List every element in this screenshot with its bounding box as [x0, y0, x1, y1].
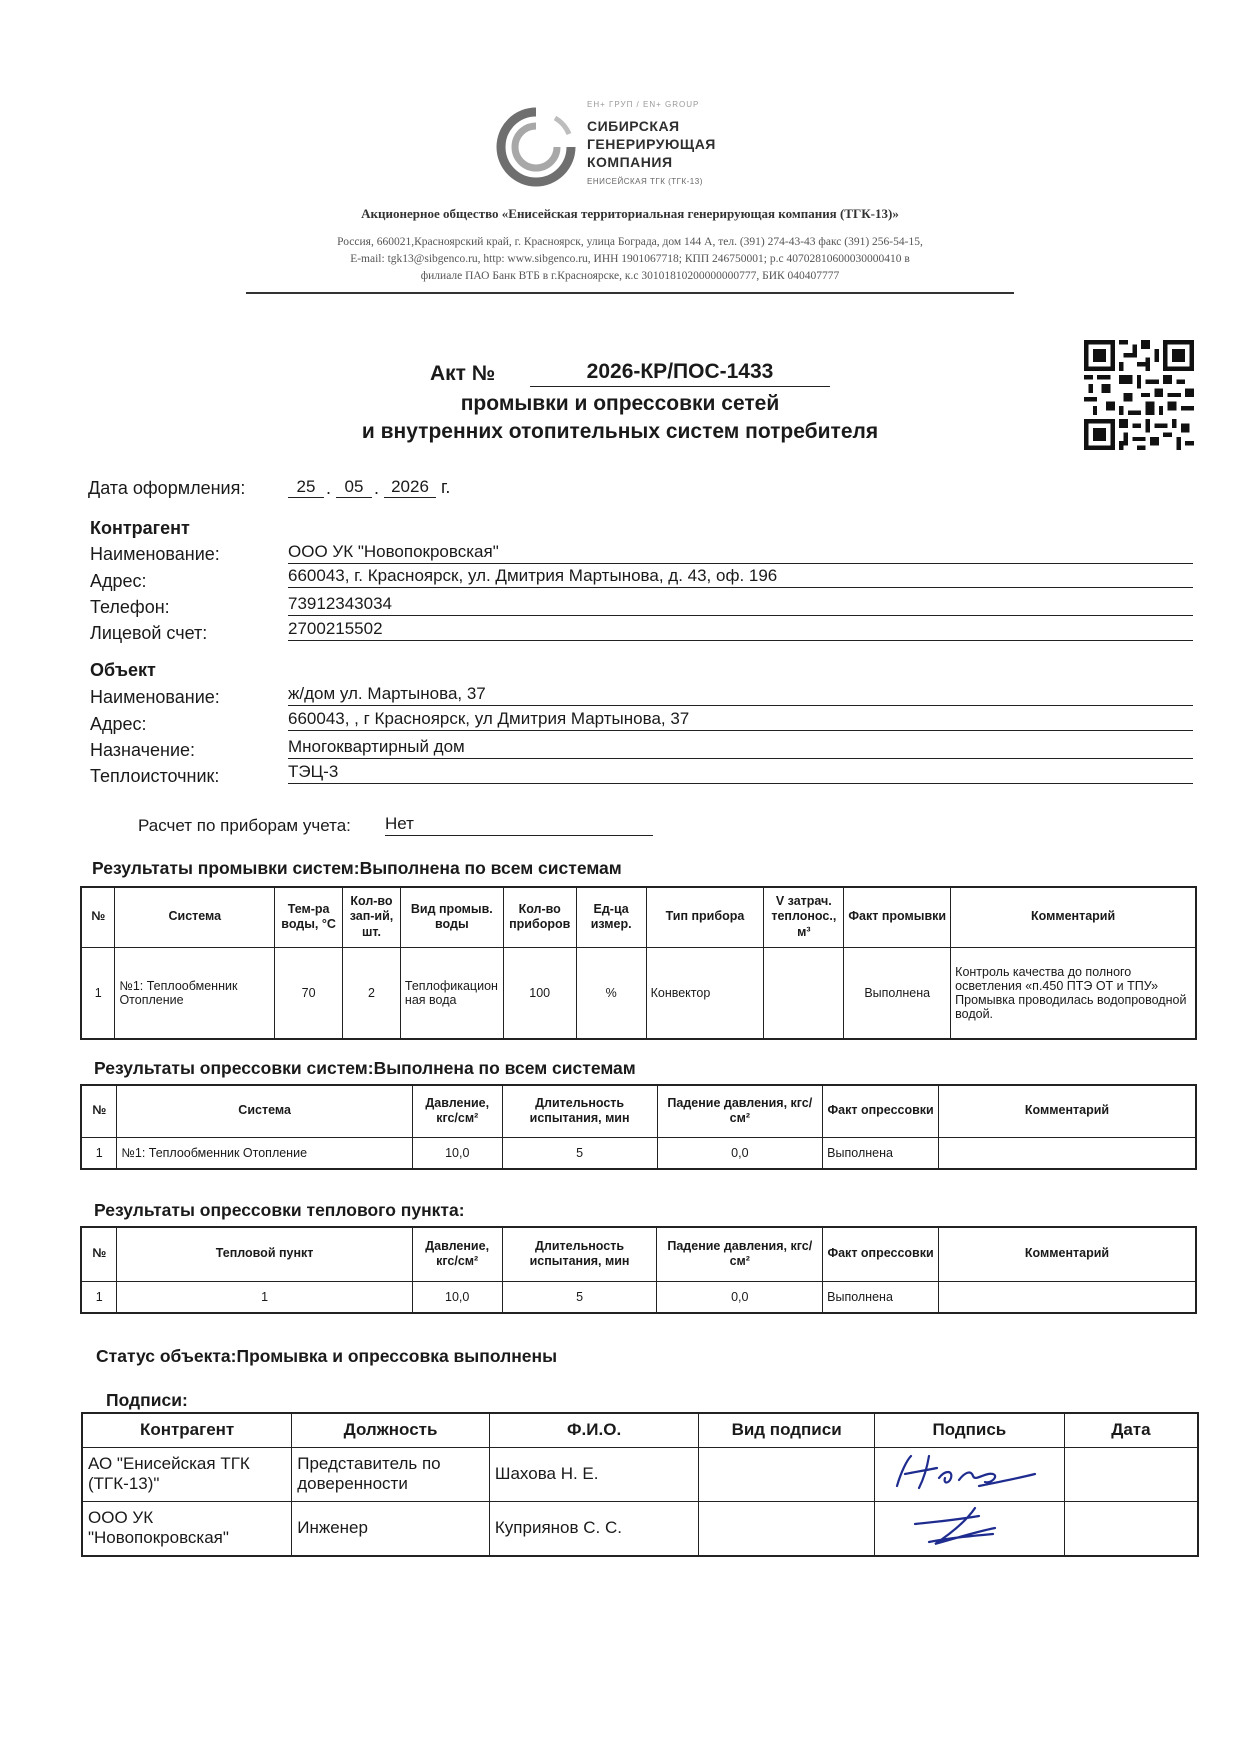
table-row [82, 1447, 1198, 1501]
flushing-row-n: 1 [81, 947, 115, 1039]
sig-header-date: Дата [1064, 1413, 1198, 1447]
flushing-title: Результаты промывки систем:Выполнена по всем системам [92, 858, 622, 878]
pressure-header-duration: Длительность испытания, мин [502, 1085, 657, 1137]
flushing-row-devices: 100 [503, 947, 576, 1039]
counterparty-name-label: Наименование: [90, 544, 220, 564]
object-address-label: Адрес: [90, 714, 147, 734]
company-logo [495, 100, 740, 195]
heat-point-header-duration: Длительность испытания, мин [502, 1227, 657, 1281]
table-row [81, 947, 1196, 1039]
object-source: ТЭЦ-3 [288, 762, 1193, 784]
act-subtitle-1: промывки и опрессовки сетей [460, 392, 780, 415]
flushing-row-unit: % [576, 947, 646, 1039]
sig-row-2-position: Инженер [292, 1501, 490, 1556]
pressure-header-row [81, 1085, 1196, 1137]
counterparty-account: 2700215502 [288, 619, 1193, 641]
heat-point-title: Результаты опрессовки теплового пункта: [94, 1200, 465, 1220]
heat-point-header-fact: Факт опрессовки [823, 1227, 939, 1281]
flushing-header-temp: Тем-ра воды, °С [275, 887, 343, 947]
sig-row-1-date [1064, 1447, 1198, 1501]
counterparty-phone-label: Телефон: [90, 597, 170, 617]
flushing-header-fact: Факт промывки [844, 887, 951, 947]
flushing-row-valves: 2 [343, 947, 401, 1039]
organization-title: Акционерное общество «Енисейская территориальная генерирующая компания (ТГК-13)» [361, 206, 899, 221]
heat-point-row-duration: 5 [502, 1281, 657, 1313]
sig-row-1-signature [874, 1447, 1064, 1501]
flushing-row-system: №1: Теплообменник Отопление [115, 947, 275, 1039]
date-separator-1: . [326, 478, 332, 498]
heat-point-row-pressure: 10,0 [412, 1281, 502, 1313]
table-row [82, 1501, 1198, 1556]
flushing-header-water: Вид промыв. воды [400, 887, 503, 947]
object-source-label: Теплоисточник: [90, 766, 220, 786]
date-suffix: г. [441, 477, 451, 497]
organization-contacts: E-mail: tgk13@sibgenco.ru, http: www.sibgenco.ru, ИНН 1901067718; КПП 246750001; р.с 40702810600030000410 в [350, 253, 910, 265]
pressure-header-fact: Факт опрессовки [823, 1085, 939, 1137]
sig-row-1-fio: Шахова Н. Е. [489, 1447, 698, 1501]
pressure-row-n: 1 [81, 1137, 117, 1169]
pressure-row-fact: Выполнена [823, 1137, 939, 1169]
metering-label: Расчет по приборам учета: [138, 816, 351, 835]
heat-point-row-n: 1 [81, 1281, 117, 1313]
pressure-header-system: Система [117, 1085, 412, 1137]
sig-row-1-type [699, 1447, 875, 1501]
flushing-comment-line-2: Промывка проводилась водопроводной водой. [955, 992, 1187, 1021]
heat-point-header-n: № [81, 1227, 117, 1281]
flushing-comment-line-1: Контроль качества до полного осветления «п.450 ПТЭ ОТ и ТПУ» [955, 964, 1159, 993]
logo-line-2: ГЕНЕРИРУЮЩАЯ [587, 136, 716, 152]
counterparty-name: ООО УК "Новопокровская" [288, 542, 1193, 564]
object-heading: Объект [90, 660, 156, 680]
heat-point-header-drop: Падение давления, кгс/см² [657, 1227, 823, 1281]
sig-header-type: Вид подписи [699, 1413, 875, 1447]
heat-point-header-comment: Комментарий [939, 1227, 1197, 1281]
counterparty-address-label: Адрес: [90, 571, 147, 591]
header-divider [246, 292, 1014, 294]
flushing-header-devices: Кол-во приборов [503, 887, 576, 947]
handwritten-signature-2 [875, 1502, 1055, 1550]
object-purpose-label: Назначение: [90, 740, 196, 760]
pressure-row-pressure: 10,0 [412, 1137, 502, 1169]
date-label: Дата оформления: [88, 478, 246, 498]
sig-row-2-party: ООО УК "Новопокровская" [82, 1501, 292, 1556]
object-name-label: Наименование: [90, 687, 220, 707]
pressure-row-comment [939, 1137, 1196, 1169]
flushing-header-device-type: Тип прибора [646, 887, 764, 947]
organization-address: Россия, 660021,Красноярский край, г. Красноярск, улица Бограда, дом 144 А, тел. (391) 274-43-43 факс (391) 256-54-15, [337, 236, 923, 248]
heat-point-row-comment [939, 1281, 1197, 1313]
sig-header-signature: Подпись [874, 1413, 1064, 1447]
sig-row-2-type [699, 1501, 875, 1556]
pressure-table [80, 1084, 1197, 1170]
signatures-title: Подписи: [106, 1390, 188, 1410]
heat-point-row-fact: Выполнена [823, 1281, 939, 1313]
counterparty-phone: 73912343034 [288, 594, 1193, 616]
object-address: 660043, , г Красноярск, ул Дмитрия Мартынова, 37 [288, 709, 1193, 731]
act-subtitle-2: и внутренних отопительных систем потребителя [361, 420, 879, 443]
pressure-header-n: № [81, 1085, 117, 1137]
table-row [81, 1281, 1196, 1313]
heat-point-header-point: Тепловой пункт [117, 1227, 412, 1281]
object-purpose: Многоквартирный дом [288, 737, 1193, 759]
date-month: 05 [336, 477, 372, 498]
act-number: 2026-КР/ПОС-1433 [530, 360, 830, 387]
flushing-header-system: Система [115, 887, 275, 947]
flushing-row-device-type: Конвектор [646, 947, 764, 1039]
flushing-row-fact: Выполнена [844, 947, 951, 1039]
flushing-header-unit: Ед-ца измер. [576, 887, 646, 947]
flushing-row-volume [764, 947, 844, 1039]
heat-point-table [80, 1226, 1197, 1314]
flushing-row-temp: 70 [275, 947, 343, 1039]
pressure-row-system: №1: Теплообменник Отопление [117, 1137, 412, 1169]
signatures-table [81, 1412, 1199, 1557]
heat-point-row-point: 1 [117, 1281, 412, 1313]
object-name: ж/дом ул. Мартынова, 37 [288, 684, 1193, 706]
table-row [81, 1137, 1196, 1169]
act-label: Акт № [430, 362, 496, 385]
sig-row-2-fio: Куприянов С. С. [489, 1501, 698, 1556]
sig-row-2-date [1064, 1501, 1198, 1556]
pressure-header-pressure: Давление, кгс/см² [412, 1085, 502, 1137]
date-separator-2: . [374, 478, 380, 498]
logo-subtitle: ЕНИСЕЙСКАЯ ТГК (ТГК-13) [587, 177, 703, 186]
signatures-header-row [82, 1413, 1198, 1447]
date-day: 25 [288, 477, 324, 498]
flushing-header-comment: Комментарий [951, 887, 1196, 947]
logo-line-1: СИБИРСКАЯ [587, 118, 680, 134]
heat-point-header-pressure: Давление, кгс/см² [412, 1227, 502, 1281]
sig-row-1-party: АО "Енисейская ТГК (ТГК-13)" [82, 1447, 292, 1501]
flushing-header-valves: Кол-во зап-ий, шт. [343, 887, 401, 947]
flushing-row-comment [951, 947, 1196, 1039]
heat-point-row-drop: 0,0 [657, 1281, 823, 1313]
heat-point-header-row [81, 1227, 1196, 1281]
pressure-header-drop: Падение давления, кгс/см² [657, 1085, 823, 1137]
pressure-header-comment: Комментарий [939, 1085, 1196, 1137]
object-status: Статус объекта:Промывка и опрессовка выполнены [96, 1346, 558, 1366]
flushing-header-n: № [81, 887, 115, 947]
sig-header-party: Контрагент [82, 1413, 292, 1447]
sig-header-position: Должность [292, 1413, 490, 1447]
sig-row-2-signature [874, 1501, 1064, 1556]
logo-line-3: КОМПАНИЯ [587, 154, 673, 170]
counterparty-account-label: Лицевой счет: [90, 623, 208, 643]
handwritten-signature-1 [875, 1448, 1055, 1496]
pressure-title: Результаты опрессовки систем:Выполнена по всем системам [94, 1058, 636, 1078]
counterparty-heading: Контрагент [90, 518, 190, 538]
sig-header-fio: Ф.И.О. [489, 1413, 698, 1447]
pressure-row-duration: 5 [502, 1137, 657, 1169]
logo-tagline: ЕН+ ГРУП / EN+ GROUP [587, 100, 700, 109]
counterparty-address: 660043, г. Красноярск, ул. Дмитрия Мартынова, д. 43, оф. 196 [288, 566, 1193, 588]
flushing-table [80, 886, 1197, 1040]
organization-bank: филиале ПАО Банк ВТБ в г.Красноярске, к.с 30101810200000000777, БИК 040407777 [420, 270, 840, 282]
pressure-row-drop: 0,0 [657, 1137, 823, 1169]
date-year: 2026 [384, 477, 436, 498]
flushing-header-volume: V затрач. теплонос., м³ [764, 887, 844, 947]
flushing-row-water: Теплофикационная вода [400, 947, 503, 1039]
metering-value: Нет [385, 814, 653, 836]
company-logo-icon [495, 106, 577, 188]
sig-row-1-position: Представитель по доверенности [292, 1447, 490, 1501]
flushing-header-row [81, 887, 1196, 947]
